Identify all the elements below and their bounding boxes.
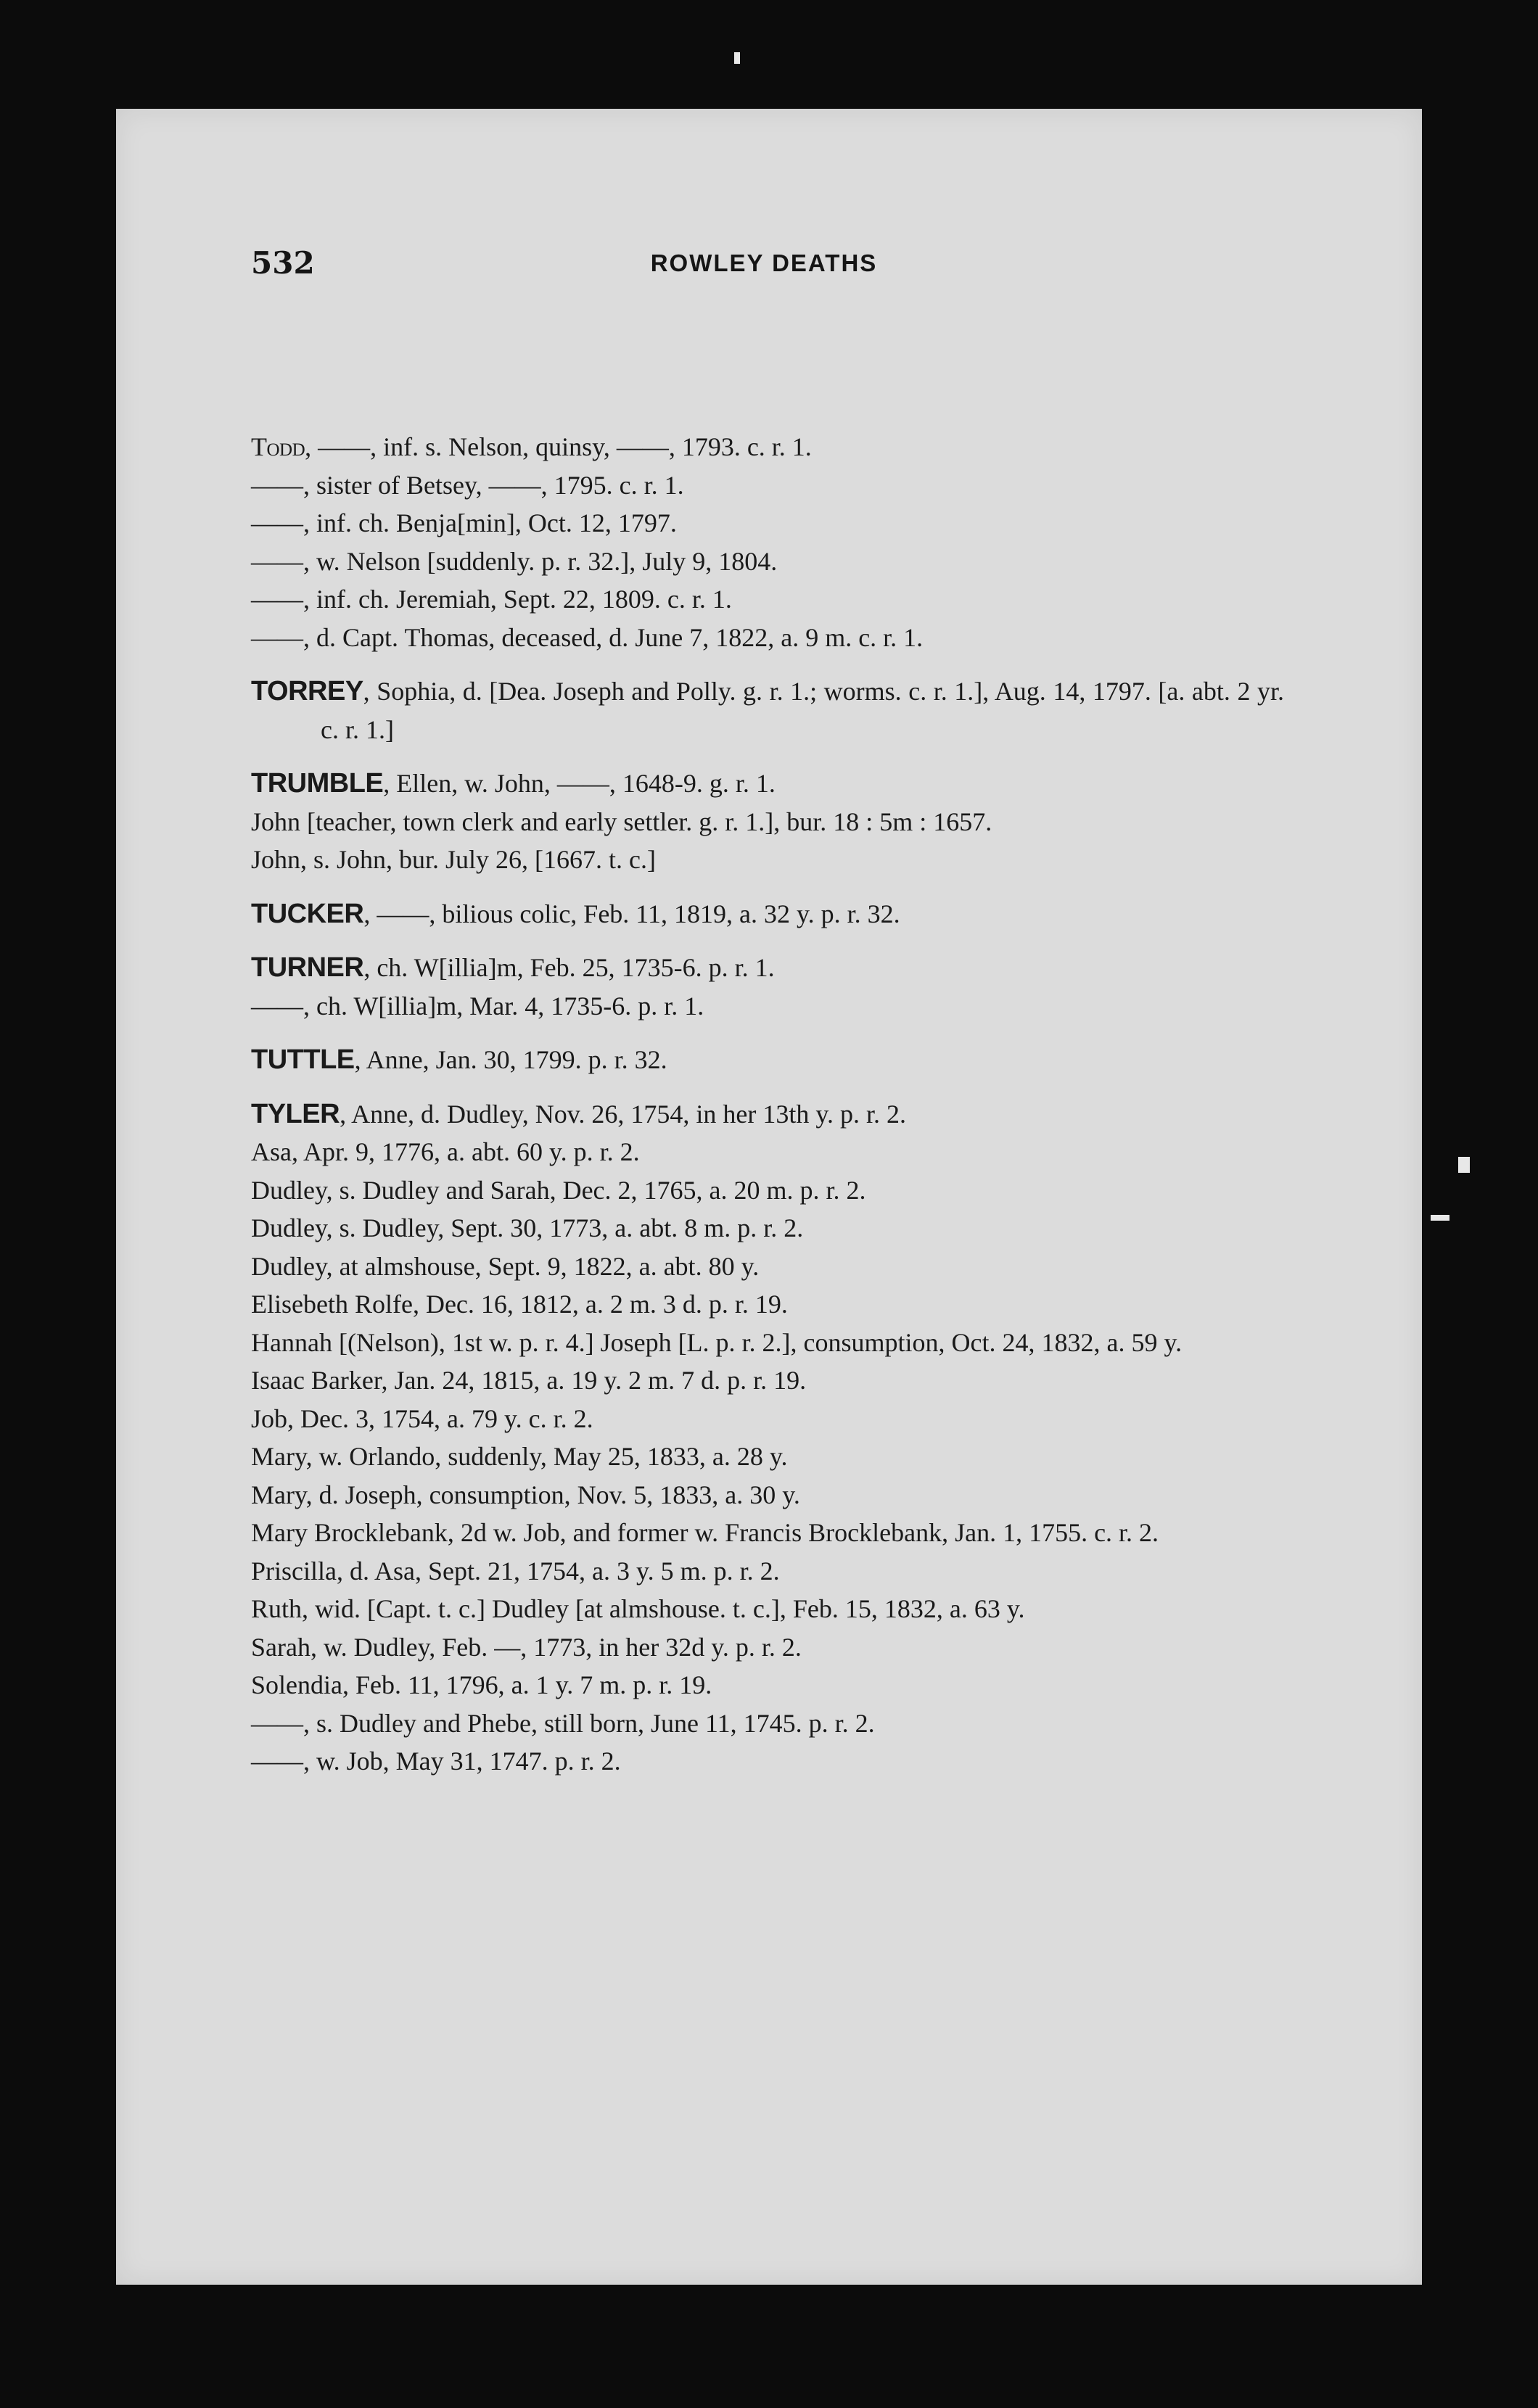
record-entry [251,1514,1284,1552]
death-records [251,428,1284,1781]
record-entry [251,803,1284,841]
record-entry [251,1704,1284,1743]
record-text: John, s. John, bur. July 26, [1667. t. c.] [251,845,656,874]
record-entry [251,1095,1284,1134]
record-surname: TYLER [251,1098,340,1129]
record-entry [251,987,1284,1026]
record-entry [251,949,1284,987]
scan-speck [734,52,740,64]
record-entry [251,1041,1284,1079]
record-entry [251,1324,1284,1362]
record-text: Isaac Barker, Jan. 24, 1815, a. 19 y. 2 m. 7 d. p. r. 19. [251,1366,807,1395]
record-entry [251,1400,1284,1438]
record-text: Mary, w. Orlando, suddenly, May 25, 1833, a. 28 y. [251,1442,788,1471]
record-entry [251,764,1284,803]
record-text: , Sophia, d. [Dea. Joseph and Polly. g. r. 1.; worms. c. r. 1.], Aug. 14, 1797. [a. abt. 2 yr. c. r. 1.] [321,677,1284,744]
scan-speck [1458,1157,1470,1173]
record-entry [251,1133,1284,1171]
record-surname: TURNER [251,952,364,983]
record-entry [251,543,1284,581]
record-text: , ch. W[illia]m, Feb. 25, 1735-6. p. r. 1. [363,953,775,982]
record-text: ——, w. Job, May 31, 1747. p. r. 2. [251,1747,621,1776]
scan-speck [1431,1215,1449,1221]
record-text: , Ellen, w. John, ——, 1648-9. g. r. 1. [383,769,776,798]
record-text: ——, ch. W[illia]m, Mar. 4, 1735-6. p. r. 1. [251,991,704,1020]
record-entry [251,428,1284,466]
record-text: Job, Dec. 3, 1754, a. 79 y. c. r. 2. [251,1403,593,1433]
record-entry [251,1628,1284,1667]
record-text: , ——, bilious colic, Feb. 11, 1819, a. 32 y. p. r. 32. [363,899,900,928]
record-entry [251,841,1284,879]
record-entry [251,1590,1284,1628]
record-entry [251,1248,1284,1286]
record-entry [251,1742,1284,1781]
record-text: Dudley, s. Dudley, Sept. 30, 1773, a. abt. 8 m. p. r. 2. [251,1213,804,1242]
record-text: John [teacher, town clerk and early settler. g. r. 1.], bur. 18 : 5m : 1657. [251,807,992,836]
record-entry [251,1552,1284,1591]
record-text: ——, s. Dudley and Phebe, still born, June 11, 1745. p. r. 2. [251,1708,875,1738]
record-surname: TUCKER [251,898,364,929]
record-text: , Anne, Jan. 30, 1799. p. r. 32. [354,1045,667,1074]
record-entry [251,1171,1284,1210]
record-entry [251,1361,1284,1400]
record-text: Asa, Apr. 9, 1776, a. abt. 60 y. p. r. 2. [251,1137,640,1166]
record-text: ——, inf. ch. Benja[min], Oct. 12, 1797. [251,508,677,537]
record-entry [251,895,1284,933]
record-entry [251,504,1284,543]
record-text: ——, sister of Betsey, ——, 1795. c. r. 1. [251,470,684,500]
record-text: Ruth, wid. [Capt. t. c.] Dudley [at almshouse. t. c.], Feb. 15, 1832, a. 63 y. [251,1594,1025,1623]
record-entry [251,619,1284,657]
record-text: Priscilla, d. Asa, Sept. 21, 1754, a. 3 y. 5 m. p. r. 2. [251,1556,780,1586]
record-text: Solendia, Feb. 11, 1796, a. 1 y. 7 m. p. r. 19. [251,1670,712,1699]
record-entry [251,1476,1284,1514]
record-text: Sarah, w. Dudley, Feb. —, 1773, in her 32d y. p. r. 2. [251,1632,802,1662]
record-entry [251,1666,1284,1704]
record-surname: TUTTLE [251,1044,355,1075]
record-text: , Anne, d. Dudley, Nov. 26, 1754, in her 13th y. p. r. 2. [340,1099,906,1129]
record-surname: TORREY [251,676,363,706]
record-entry [251,466,1284,505]
running-title: ROWLEY DEATHS [650,250,878,276]
record-entry [251,672,1284,749]
record-text: ——, d. Capt. Thomas, deceased, d. June 7, 1822, a. 9 m. c. r. 1. [251,622,924,652]
record-text: Mary Brocklebank, 2d w. Job, and former w. Francis Brocklebank, Jan. 1, 1755. c. r. 2. [251,1518,1159,1547]
record-entry [251,1438,1284,1476]
record-text: , ——, inf. s. Nelson, quinsy, ——, 1793. c. r. 1. [305,432,812,461]
record-text: Elisebeth Rolfe, Dec. 16, 1812, a. 2 m. 3 d. p. r. 19. [251,1290,788,1319]
record-text: ——, w. Nelson [suddenly. p. r. 32.], July 9, 1804. [251,546,778,576]
page-header [251,245,1277,296]
record-surname: Todd [251,432,305,461]
record-entry [251,1209,1284,1248]
record-text: Mary, d. Joseph, consumption, Nov. 5, 1833, a. 30 y. [251,1480,800,1509]
record-text: ——, inf. ch. Jeremiah, Sept. 22, 1809. c. r. 1. [251,585,732,614]
record-text: Dudley, at almshouse, Sept. 9, 1822, a. abt. 80 y. [251,1251,760,1281]
record-surname: TRUMBLE [251,768,384,799]
page-number: 532 [251,245,315,281]
record-text: Hannah [(Nelson), 1st w. p. r. 4.] Joseph [L. p. r. 2.], consumption, Oct. 24, 1832, a. 59 y. [251,1327,1183,1357]
record-entry [251,1285,1284,1324]
record-text: Dudley, s. Dudley and Sarah, Dec. 2, 1765, a. 20 m. p. r. 2. [251,1175,866,1205]
record-entry [251,580,1284,619]
